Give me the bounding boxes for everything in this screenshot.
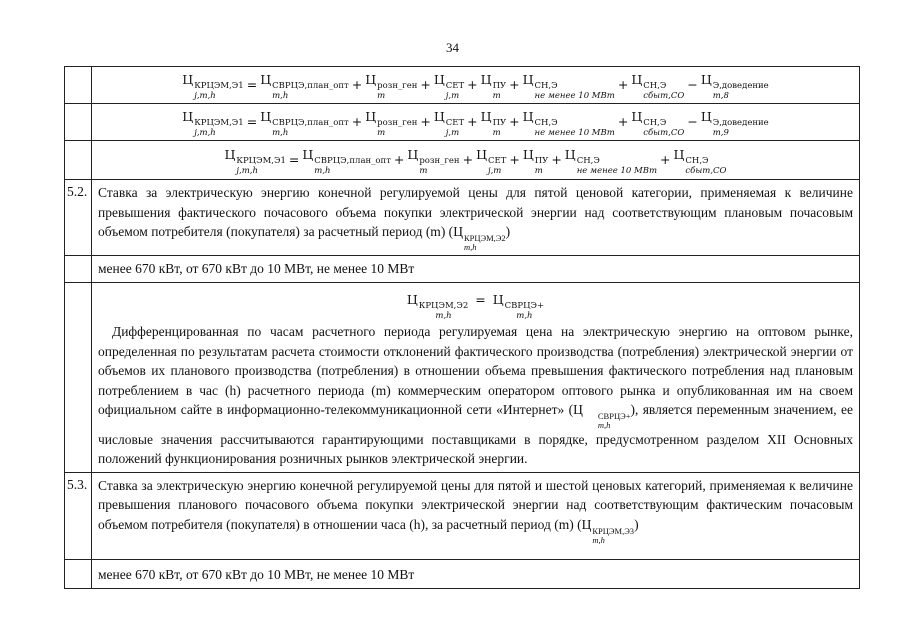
symbol-base: Ц bbox=[406, 291, 418, 307]
symbol-subscript: j,m,h bbox=[236, 165, 258, 176]
symbol-subscript: m,h bbox=[272, 127, 289, 138]
symbol-superscript: ПУ bbox=[492, 118, 507, 129]
symbol-subscript: m,h bbox=[463, 242, 477, 253]
symbol-superscript: КРЦЭМ,Э1 bbox=[194, 81, 244, 92]
symbol-superscript: КРЦЭМ,Э1 bbox=[194, 118, 244, 129]
symbol-base: Ц bbox=[581, 516, 592, 532]
symbol-indices bbox=[713, 119, 769, 137]
formula-3 bbox=[92, 141, 859, 179]
formula-operator: + bbox=[467, 114, 478, 130]
formula-term bbox=[523, 145, 548, 175]
section-5-3-text: Ставка за электрическую энергию конечной регулируемой цены для пятой и шестой ценовых категорий, применяемая к величине превышения планового почасового объема покупки электрической энергии над соответствующим фактическим почасовым объемом потребителя (покупателя) в отношении часа (h), за расчетный период (m) (Ц КРЦЭМ,Э3 m,h ) bbox=[98, 477, 853, 546]
symbol-indices bbox=[584, 412, 631, 430]
symbol-indices bbox=[592, 527, 634, 545]
formula-term bbox=[701, 107, 769, 137]
formula-operator: = bbox=[288, 152, 300, 168]
formula-term bbox=[434, 70, 464, 100]
symbol-subscript: не менее 10 МВт bbox=[534, 127, 615, 138]
formula-operator: + bbox=[462, 152, 474, 168]
symbol-subscript: m,h bbox=[272, 90, 289, 101]
formula-2 bbox=[92, 104, 859, 140]
symbol-subscript: сбыт,СО bbox=[685, 165, 727, 176]
symbol-base: Ц bbox=[522, 71, 534, 87]
symbol-superscript: КРЦЭМ,Э2 bbox=[418, 301, 469, 312]
symbol-indices bbox=[577, 157, 657, 175]
symbol-base: Ц bbox=[492, 291, 504, 307]
symbol-superscript: СН,Э bbox=[643, 81, 667, 92]
formula-operator: + bbox=[351, 114, 363, 130]
voltage-levels: менее 670 кВт, от 670 кВт до 10 МВт, не менее 10 МВт bbox=[98, 260, 415, 276]
symbol-subscript: не менее 10 МВт bbox=[534, 90, 615, 101]
section-5-2-description-row bbox=[64, 283, 860, 473]
symbol-superscript: КРЦЭМ,Э2 bbox=[463, 232, 506, 243]
symbol-subscript: m,h bbox=[597, 420, 611, 431]
formula-term bbox=[523, 70, 615, 100]
symbol-base: Ц bbox=[476, 146, 487, 162]
formula-operator: + bbox=[660, 152, 671, 168]
symbol-base: Ц bbox=[302, 146, 314, 162]
symbol-subscript: m,h bbox=[435, 310, 452, 321]
symbol-superscript: СН,Э bbox=[534, 118, 558, 129]
symbol-indices bbox=[535, 119, 615, 137]
symbol-indices bbox=[488, 157, 506, 175]
formula-symbol bbox=[581, 516, 635, 546]
formula-1 bbox=[92, 67, 859, 103]
section-5-2-voltage-row bbox=[64, 256, 860, 283]
symbol-subscript: m,9 bbox=[712, 127, 729, 138]
symbol-base: Ц bbox=[260, 108, 272, 124]
symbol-base: Ц bbox=[433, 71, 445, 87]
symbol-superscript: розн_ген bbox=[377, 118, 418, 129]
symbol-superscript: СЕТ bbox=[445, 118, 465, 129]
symbol-base: Ц bbox=[564, 146, 576, 162]
formula-operator: − bbox=[687, 114, 698, 130]
formula-operator: + bbox=[351, 77, 363, 93]
symbol-indices bbox=[236, 157, 286, 175]
section-5-2-row bbox=[64, 180, 860, 256]
symbol-base: Ц bbox=[700, 108, 712, 124]
symbol-indices bbox=[272, 119, 349, 137]
formula-lhs bbox=[224, 145, 285, 175]
symbol-superscript: СВРЦЭ+ bbox=[597, 410, 631, 421]
formula-lhs bbox=[182, 107, 243, 137]
symbol-superscript: ПУ bbox=[534, 156, 549, 167]
symbol-base: Ц bbox=[573, 402, 583, 418]
symbol-indices bbox=[419, 157, 459, 175]
symbol-indices bbox=[643, 119, 684, 137]
symbol-superscript: розн_ген bbox=[377, 81, 418, 92]
symbol-indices bbox=[314, 157, 391, 175]
symbol-superscript: СН,Э bbox=[643, 118, 667, 129]
symbol-indices bbox=[493, 82, 507, 100]
symbol-base: Ц bbox=[631, 71, 643, 87]
symbol-subscript: m bbox=[419, 165, 428, 176]
symbol-subscript: m bbox=[492, 90, 501, 101]
symbol-superscript: КРЦЭМ,Э1 bbox=[236, 156, 286, 167]
formula-lhs bbox=[182, 70, 243, 100]
symbol-base: Ц bbox=[631, 108, 643, 124]
symbol-indices bbox=[713, 82, 769, 100]
formula-operator: + bbox=[467, 77, 478, 93]
symbol-subscript: m bbox=[377, 90, 386, 101]
formula-term bbox=[674, 145, 727, 175]
formula-operator: = bbox=[246, 77, 258, 93]
symbol-indices bbox=[535, 157, 549, 175]
symbol-subscript: j,m bbox=[487, 165, 502, 176]
symbol-superscript: Э,доведение bbox=[712, 81, 769, 92]
symbol-indices bbox=[505, 302, 545, 320]
symbol-subscript: m bbox=[492, 127, 501, 138]
formula-operator: + bbox=[509, 114, 520, 130]
formula-operator: + bbox=[617, 114, 629, 130]
formula-symbol bbox=[453, 224, 506, 253]
symbol-base: Ц bbox=[673, 146, 685, 162]
formula-term bbox=[481, 70, 506, 100]
section-5-3-voltage-row bbox=[64, 560, 860, 589]
symbol-subscript: m,h bbox=[516, 310, 533, 321]
formula-term bbox=[260, 70, 349, 100]
symbol-indices bbox=[464, 234, 506, 252]
symbol-base: Ц bbox=[365, 108, 377, 124]
formula-term bbox=[260, 107, 349, 137]
symbol-base: Ц bbox=[224, 146, 236, 162]
symbol-indices bbox=[194, 82, 244, 100]
symbol-superscript: СВРЦЭ+ bbox=[504, 301, 545, 312]
symbol-superscript: СН,Э bbox=[576, 156, 600, 167]
symbol-base: Ц bbox=[407, 146, 419, 162]
description-cell bbox=[92, 283, 859, 472]
symbol-indices bbox=[446, 119, 464, 137]
symbol-indices bbox=[194, 119, 244, 137]
description-text: Дифференцированная по часам расчетного периода регулируемая цена на электрическую энергию на оптовом рынке, определенная по результатам расчета стоимости отклонений фактического производства (потребления) электрической энергии от объемов их планового производства (потребления) в отношении объема превышения фактического потребления над плановым потреблением в час (h) расчетного периода (m) коммерческим оператором оптового рынка и опубликованная им на своем официальном сайте в информационно-телекоммуникационной сети «Интернет» (Ц СВРЦЭ+ m,h ), является переменным значением, ее числовые значения рассчитываются гарантирующими поставщиками в порядке, предусмотренном разделом XII Основных положений функционирования розничных рынков электрической энергии. bbox=[98, 324, 853, 467]
symbol-subscript: j,m,h bbox=[194, 90, 216, 101]
symbol-base: Ц bbox=[433, 108, 445, 124]
symbol-indices bbox=[272, 82, 349, 100]
symbol-base: Ц bbox=[453, 224, 463, 239]
formula-operator: = bbox=[246, 114, 258, 130]
symbol-subscript: m bbox=[377, 127, 386, 138]
symbol-subscript: j,m bbox=[445, 127, 460, 138]
formula-operator: − bbox=[687, 77, 698, 93]
symbol-superscript: СЕТ bbox=[487, 156, 507, 167]
formula-term bbox=[407, 145, 459, 175]
formula-operator: + bbox=[509, 77, 520, 93]
symbol-base: Ц bbox=[182, 108, 194, 124]
symbol-superscript: розн_ген bbox=[419, 156, 460, 167]
formula-operator: + bbox=[551, 152, 562, 168]
section-number: 5.2. bbox=[65, 180, 92, 255]
page-number: 34 bbox=[446, 40, 459, 55]
formula-term bbox=[701, 70, 769, 100]
symbol-base: Ц bbox=[260, 71, 272, 87]
symbol-superscript: ПУ bbox=[492, 81, 507, 92]
symbol-subscript: m bbox=[534, 165, 543, 176]
symbol-base: Ц bbox=[522, 146, 534, 162]
symbol-indices bbox=[535, 82, 615, 100]
symbol-superscript: СВРЦЭ,план_опт bbox=[272, 81, 349, 92]
symbol-subscript: m,h bbox=[592, 535, 605, 546]
symbol-superscript: СВРЦЭ,план_опт bbox=[272, 118, 349, 129]
formula-term bbox=[476, 145, 506, 175]
formula-term bbox=[481, 107, 506, 137]
symbol-indices bbox=[377, 82, 417, 100]
section-number: 5.3. bbox=[65, 473, 92, 559]
formula-operator: + bbox=[420, 114, 431, 130]
symbol-superscript: Э,доведение bbox=[712, 118, 769, 129]
symbol-base: Ц bbox=[480, 108, 492, 124]
formula-symbol bbox=[573, 402, 631, 431]
formula-term bbox=[365, 70, 417, 100]
symbol-indices bbox=[377, 119, 417, 137]
formula-term bbox=[523, 107, 615, 137]
formula-operator: + bbox=[420, 77, 431, 93]
formula-term bbox=[434, 107, 464, 137]
symbol-subscript: сбыт,СО bbox=[643, 90, 685, 101]
formula-term bbox=[365, 107, 417, 137]
formula-operator: + bbox=[509, 152, 520, 168]
formula-term bbox=[565, 145, 657, 175]
voltage-levels: менее 670 кВт, от 670 кВт до 10 МВт, не менее 10 МВт bbox=[98, 566, 415, 582]
symbol-indices bbox=[446, 82, 464, 100]
symbol-indices bbox=[643, 82, 684, 100]
formula-row-1 bbox=[64, 66, 860, 104]
tariff-table bbox=[64, 66, 860, 589]
symbol-superscript: СВРЦЭ,план_опт bbox=[314, 156, 391, 167]
formula-row-3 bbox=[64, 141, 860, 180]
symbol-subscript: не менее 10 МВт bbox=[576, 165, 658, 176]
symbol-base: Ц bbox=[522, 108, 534, 124]
symbol-superscript: СН,Э bbox=[685, 156, 709, 167]
formula-operator: + bbox=[617, 77, 629, 93]
symbol-base: Ц bbox=[700, 71, 712, 87]
symbol-indices bbox=[685, 157, 726, 175]
section-5-2-text: Ставка за электрическую энергию конечной регулируемой цены для пятой ценовой категории, применяемая к величине превышения фактического почасового объема покупки электрической энергии над соответствующим плановым почасовым объемом потребителя (покупателя) за расчетный период (m) (Ц КРЦЭМ,Э2 m,h ) bbox=[98, 185, 853, 253]
formula-row-2 bbox=[64, 104, 860, 141]
symbol-subscript: m,8 bbox=[712, 90, 729, 101]
symbol-superscript: СЕТ bbox=[445, 81, 465, 92]
symbol-superscript: КРЦЭМ,Э3 bbox=[592, 525, 635, 536]
section-5-3-row bbox=[64, 473, 860, 560]
symbol-base: Ц bbox=[182, 71, 194, 87]
symbol-subscript: m,h bbox=[314, 165, 331, 176]
symbol-indices bbox=[493, 119, 507, 137]
symbol-superscript: СН,Э bbox=[534, 81, 558, 92]
formula-term bbox=[302, 145, 391, 175]
symbol-subscript: j,m,h bbox=[194, 127, 216, 138]
symbol-subscript: сбыт,СО bbox=[643, 127, 685, 138]
formula-4: Ц КРЦЭМ,Э2 m,h = Ц СВРЦЭ+ m,h bbox=[406, 291, 545, 321]
symbol-subscript: j,m bbox=[445, 90, 460, 101]
formula-term bbox=[631, 70, 684, 100]
symbol-base: Ц bbox=[480, 71, 492, 87]
formula-term bbox=[631, 107, 684, 137]
symbol-indices bbox=[419, 302, 469, 320]
symbol-base: Ц bbox=[365, 71, 377, 87]
formula-operator: + bbox=[393, 152, 405, 168]
